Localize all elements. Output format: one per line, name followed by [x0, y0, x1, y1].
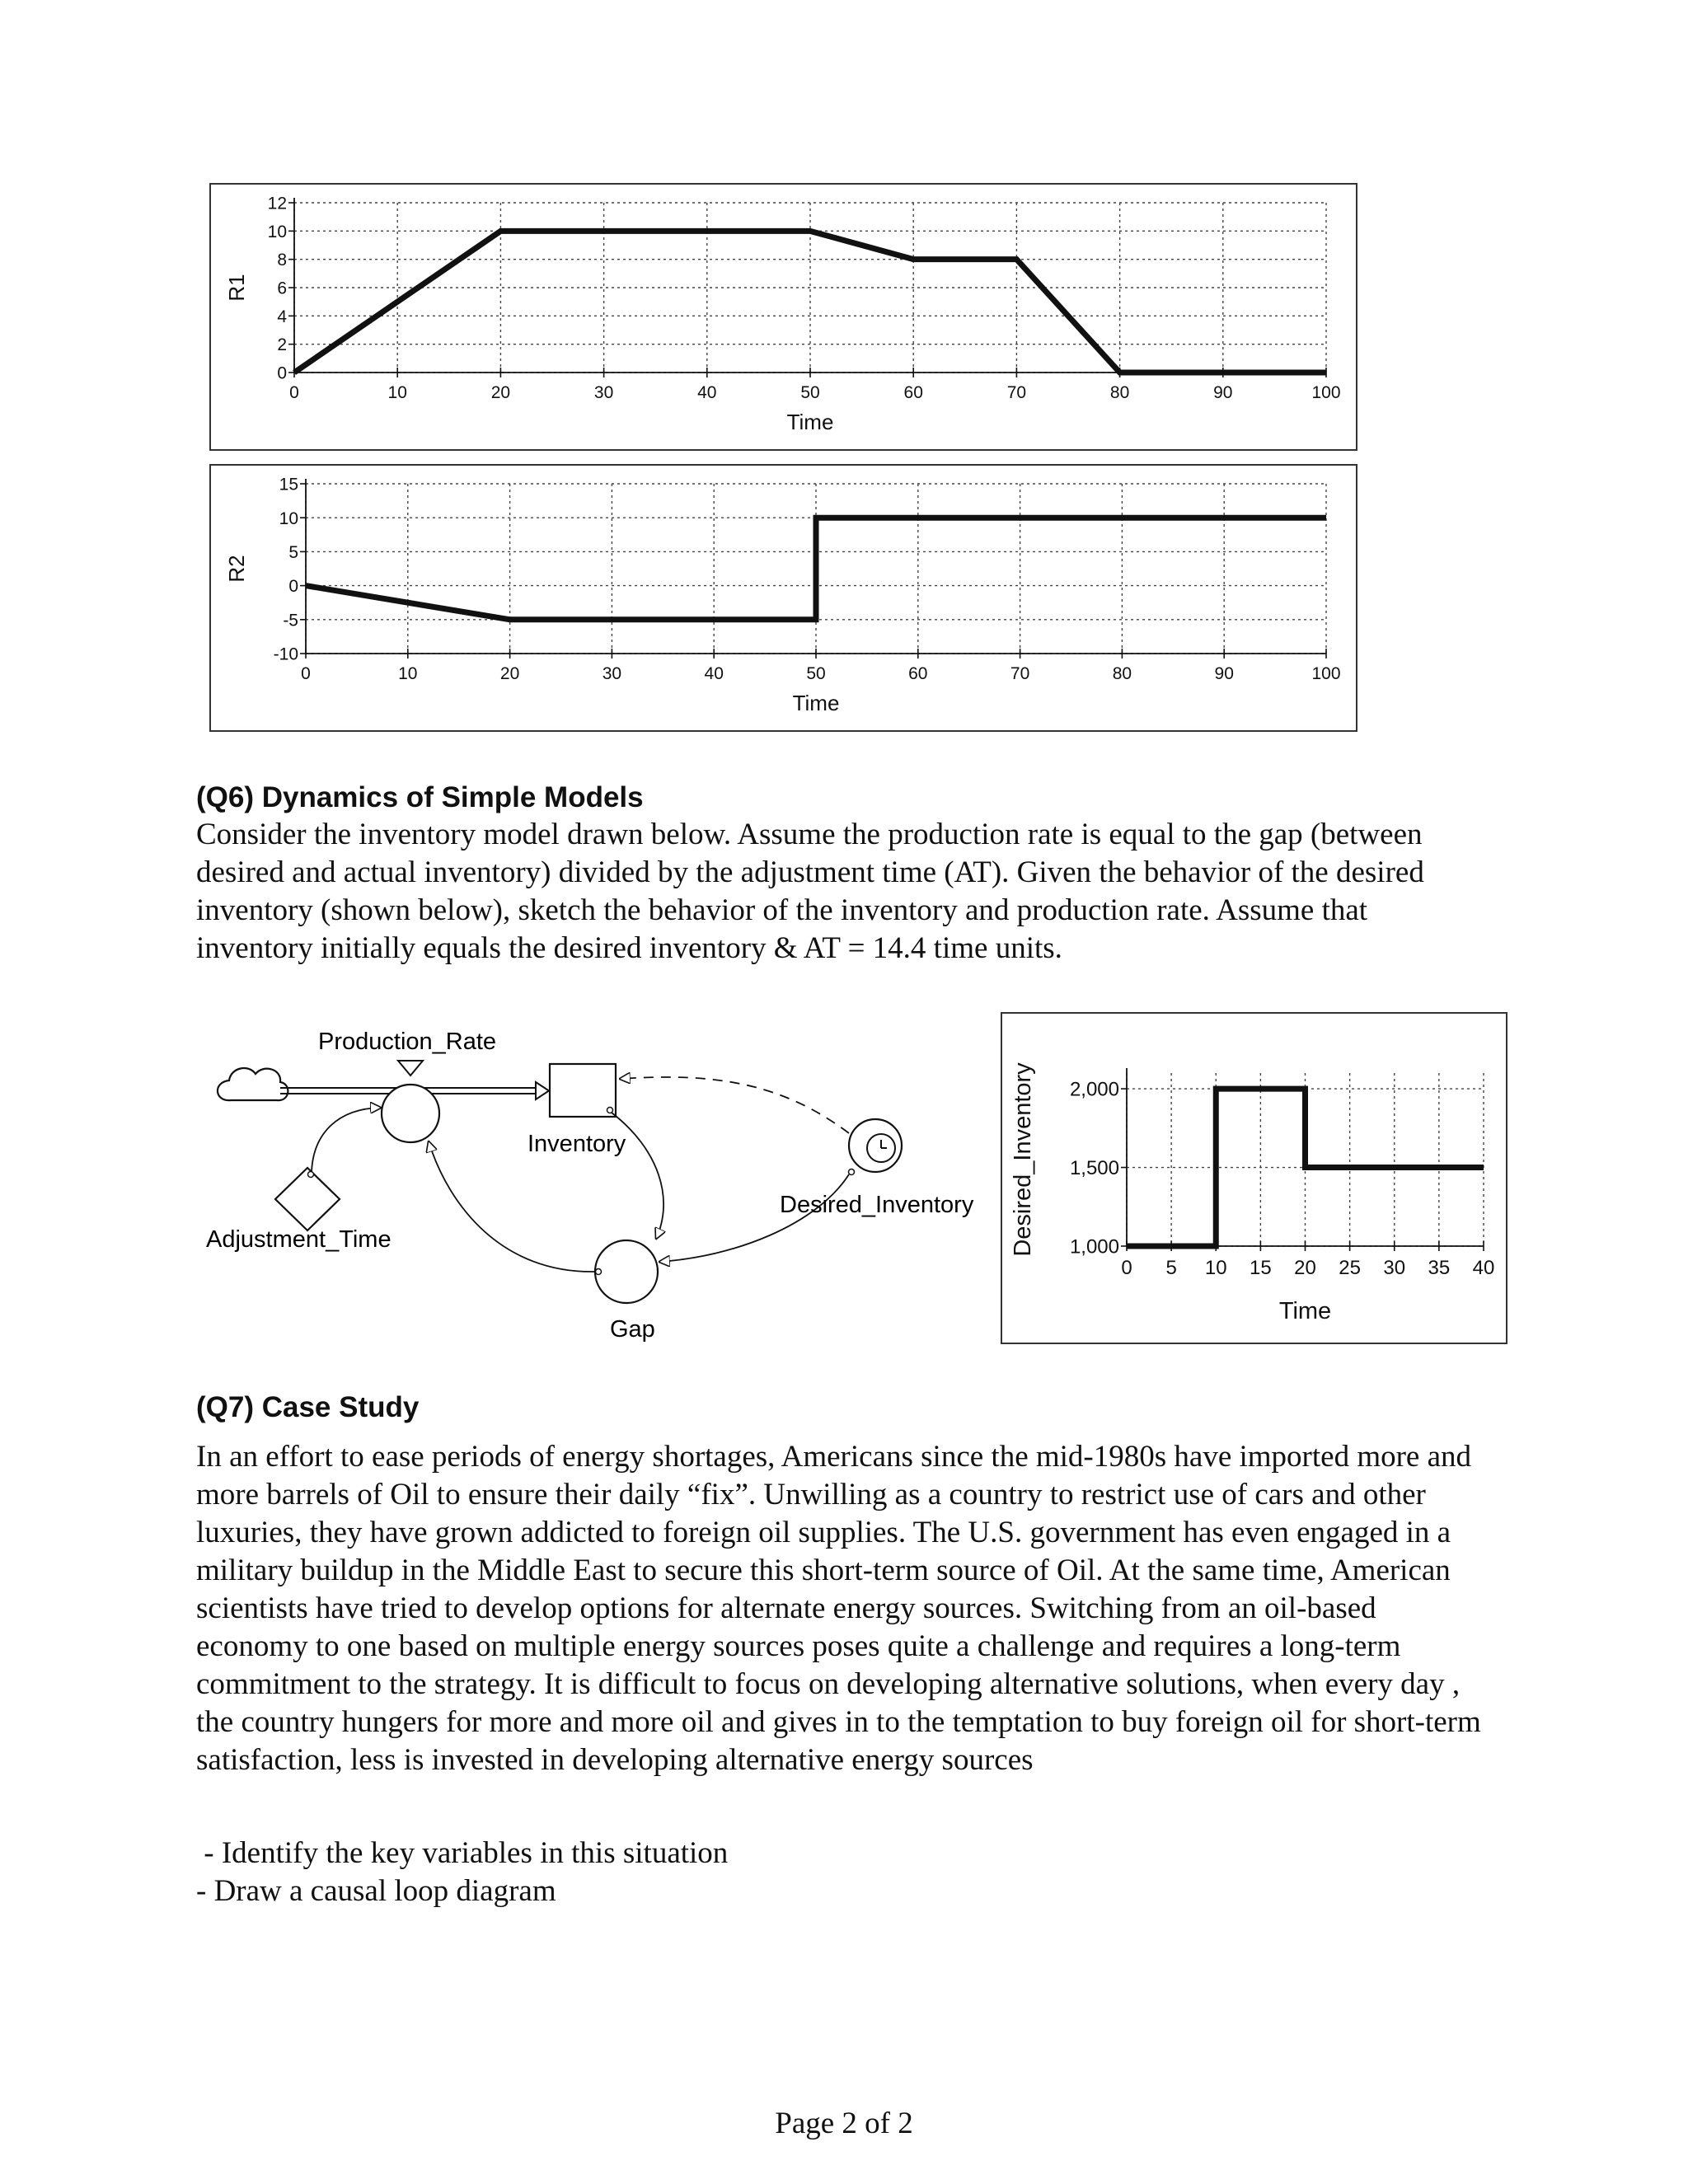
y-tick-label: 6: [277, 279, 287, 298]
q6-body: Consider the inventory model drawn below. Assume the production rate is equal to the gap (between desired and actual inventory) divided by the adjustment time (AT). Given the behavior of the desired inventory (shown below), sketch the behavior of the inventory and production rate. Assume that inventory initially equals the desired inventory & AT = 14.4 time units.: [196, 818, 1424, 965]
y-axis-label: Desired_Inventory: [1010, 1062, 1036, 1257]
x-tick-label: 40: [704, 664, 724, 683]
x-tick-label: 0: [1121, 1257, 1132, 1279]
r1-chart: [209, 183, 1357, 451]
y-tick-label: 10: [279, 509, 298, 528]
x-tick-label: 30: [1383, 1257, 1406, 1279]
desired-inventory-chart-svg: [1002, 1014, 1509, 1346]
x-tick-label: 100: [1311, 383, 1341, 402]
x-tick-label: 0: [301, 664, 311, 683]
y-tick-label: 12: [267, 194, 287, 213]
y-tick-label: -10: [273, 644, 298, 664]
valve-icon: [398, 1061, 423, 1076]
x-tick-label: 20: [490, 383, 511, 402]
desired-inventory-chart: [1001, 1012, 1507, 1344]
x-tick-label: 0: [289, 383, 299, 402]
q7-title: (Q7) Case Study: [196, 1391, 420, 1423]
gap-node: [595, 1240, 658, 1303]
adjustment-time-label: Adjustment_Time: [206, 1226, 392, 1253]
series-line: [306, 518, 1326, 620]
x-tick-label: 10: [1204, 1257, 1227, 1279]
x-axis-label: Time: [1278, 1298, 1332, 1324]
y-tick-label: 4: [277, 307, 287, 326]
production-rate-label: Production_Rate: [318, 1029, 497, 1055]
y-tick-label: 0: [288, 577, 298, 597]
x-tick-label: 5: [1165, 1257, 1177, 1279]
r2-chart: [209, 464, 1357, 732]
y-axis-label: R1: [224, 274, 249, 302]
x-tick-label: 50: [806, 664, 826, 683]
y-tick-label: 0: [277, 363, 287, 383]
x-tick-label: 80: [1109, 383, 1130, 402]
x-tick-label: 50: [800, 383, 820, 402]
x-tick-label: 70: [1010, 664, 1030, 683]
x-tick-label: 10: [387, 383, 407, 402]
inventory-stock: [550, 1064, 616, 1117]
x-axis-label: Time: [792, 691, 840, 715]
x-tick-label: 80: [1112, 664, 1132, 683]
production-rate-node: [382, 1085, 439, 1142]
x-tick-label: 30: [593, 383, 614, 402]
q7-body: In an effort to ease periods of energy shortages, Americans since the mid-1980s have imported more and more barrels of Oil to ensure their daily “fix”. Unwilling as a country to restrict use of cars and other luxuries, they have grown addicted to foreign oil supplies. The U.S. government has even engaged in a military buildup in the Middle East to secure this short-term source of Oil. At the same time, American scientists have tried to develop options for alternate energy sources. Switching from an oil-based economy to one based on multiple energy sources poses quite a challenge and requires a long-term commitment to the strategy. It is difficult to focus on developing alternative solutions, when every day , the country hungers for more and more oil and gives in to the temptation to buy foreign oil for short-term satisfaction, less is invested in developing alternative energy sources: [196, 1440, 1481, 1777]
link-desired-to-gap: [659, 1174, 849, 1262]
y-tick-label: 15: [279, 475, 298, 494]
y-tick-label: 1,000: [1069, 1235, 1119, 1258]
y-tick-label: 2: [277, 335, 287, 355]
x-tick-label: 90: [1214, 664, 1234, 683]
y-tick-label: 2,000: [1069, 1078, 1119, 1101]
y-tick-label: 10: [267, 222, 287, 241]
inventory-label: Inventory: [528, 1131, 626, 1157]
link-adjustment-to-rate: [312, 1108, 381, 1172]
x-axis-label: Time: [786, 410, 834, 434]
page-footer: Page 2 of 2: [775, 2107, 913, 2140]
gap-label: Gap: [610, 1316, 655, 1343]
link-desired-to-inventory: [620, 1077, 849, 1133]
q7-bullet-2: - Draw a causal loop diagram: [196, 1874, 556, 1908]
desired-inventory-label: Desired_Inventory: [780, 1192, 974, 1218]
link-gap-to-rate: [429, 1141, 595, 1272]
x-tick-label: 70: [1006, 383, 1027, 402]
x-tick-label: 100: [1311, 664, 1341, 683]
q6-title: (Q6) Dynamics of Simple Models: [196, 781, 644, 813]
x-tick-label: 90: [1213, 383, 1233, 402]
y-tick-label: -5: [283, 611, 298, 630]
r1-chart-svg: [211, 185, 1359, 452]
q7-bullet-1: - Identify the key variables in this situation: [196, 1836, 729, 1870]
x-tick-label: 20: [1294, 1257, 1316, 1279]
inventory-model-diagram: [190, 1010, 989, 1356]
adjustment-time-node: [275, 1168, 340, 1230]
x-tick-label: 60: [908, 664, 928, 683]
cloud-icon: [218, 1068, 288, 1100]
y-tick-label: 5: [288, 542, 298, 562]
x-tick-label: 20: [499, 664, 520, 683]
x-tick-label: 60: [903, 383, 923, 402]
x-tick-label: 35: [1428, 1257, 1451, 1279]
y-axis-label: R2: [224, 555, 249, 583]
x-tick-label: 25: [1339, 1257, 1361, 1279]
clock-icon: [849, 1119, 902, 1172]
x-tick-label: 40: [1472, 1257, 1495, 1279]
x-tick-label: 40: [697, 383, 717, 402]
x-tick-label: 10: [398, 664, 418, 683]
r2-chart-svg: [211, 466, 1359, 733]
x-tick-label: 15: [1250, 1257, 1272, 1279]
x-tick-label: 30: [602, 664, 622, 683]
y-tick-label: 1,500: [1069, 1157, 1119, 1180]
y-tick-label: 8: [277, 251, 287, 270]
